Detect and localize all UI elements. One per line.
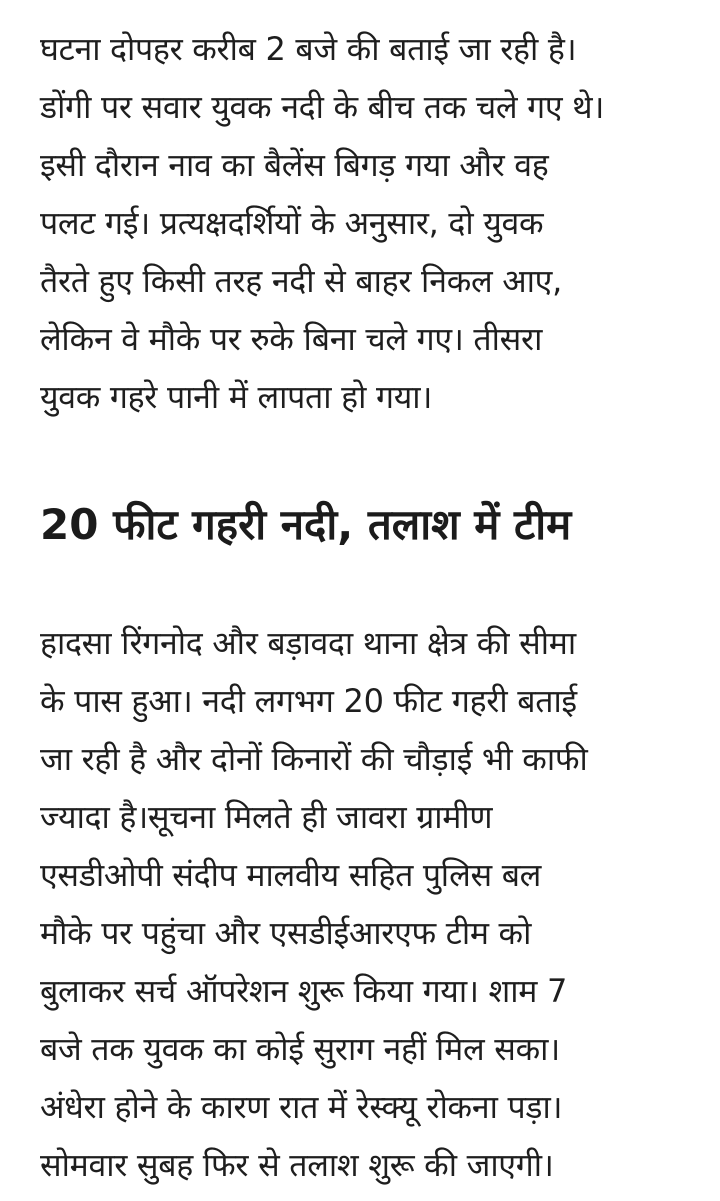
paragraph-line: घटना दोपहर करीब 2 बजे की बताई जा रही है। — [40, 30, 577, 68]
paragraph-line: लेकिन वे मौके पर रुके बिना चले गए। तीसरा — [40, 320, 543, 358]
paragraph-line: डोंगी पर सवार युवक नदी के बीच तक चले गए थे। — [40, 88, 605, 126]
paragraph-line: इसी दौरान नाव का बैलेंस बिगड़ गया और वह — [40, 146, 549, 184]
paragraph-line: बजे तक युवक का कोई सुराग नहीं मिल सका। — [40, 1030, 560, 1068]
paragraph-line: सोमवार सुबह फिर से तलाश शुरू की जाएगी। — [40, 1146, 554, 1184]
paragraph-incident — [40, 20, 604, 426]
paragraph-line: ज्यादा है।सूचना मिलते ही जावरा ग्रामीण — [40, 798, 493, 836]
paragraph-line: एसडीओपी संदीप मालवीय सहित पुलिस बल — [40, 856, 542, 894]
paragraph-line: तैरते हुए किसी तरह नदी से बाहर निकल आए, — [40, 262, 562, 300]
paragraph-line: बुलाकर सर्च ऑपरेशन शुरू किया गया। शाम 7 — [40, 972, 568, 1010]
paragraph-line: पलट गई। प्रत्यक्षदर्शियों के अनुसार, दो युवक — [40, 204, 544, 242]
paragraph-line: जा रही है और दोनों किनारों की चौड़ाई भी काफी — [40, 740, 588, 778]
paragraph-line: हादसा रिंगनोद और बड़ावदा थाना क्षेत्र की सीमा — [40, 624, 576, 662]
paragraph-line: अंधेरा होने के कारण रात में रेस्क्यू रोकना पड़ा। — [40, 1088, 563, 1126]
section-heading: 20 फीट गहरी नदी, तलाश में टीम — [40, 500, 572, 549]
paragraph-line: मौके पर पहुंचा और एसडीईआरएफ टीम को — [40, 914, 532, 952]
paragraph-search — [40, 614, 587, 1194]
paragraph-line: युवक गहरे पानी में लापता हो गया। — [40, 378, 433, 416]
paragraph-line: के पास हुआ। नदी लगभग 20 फीट गहरी बताई — [40, 682, 577, 720]
